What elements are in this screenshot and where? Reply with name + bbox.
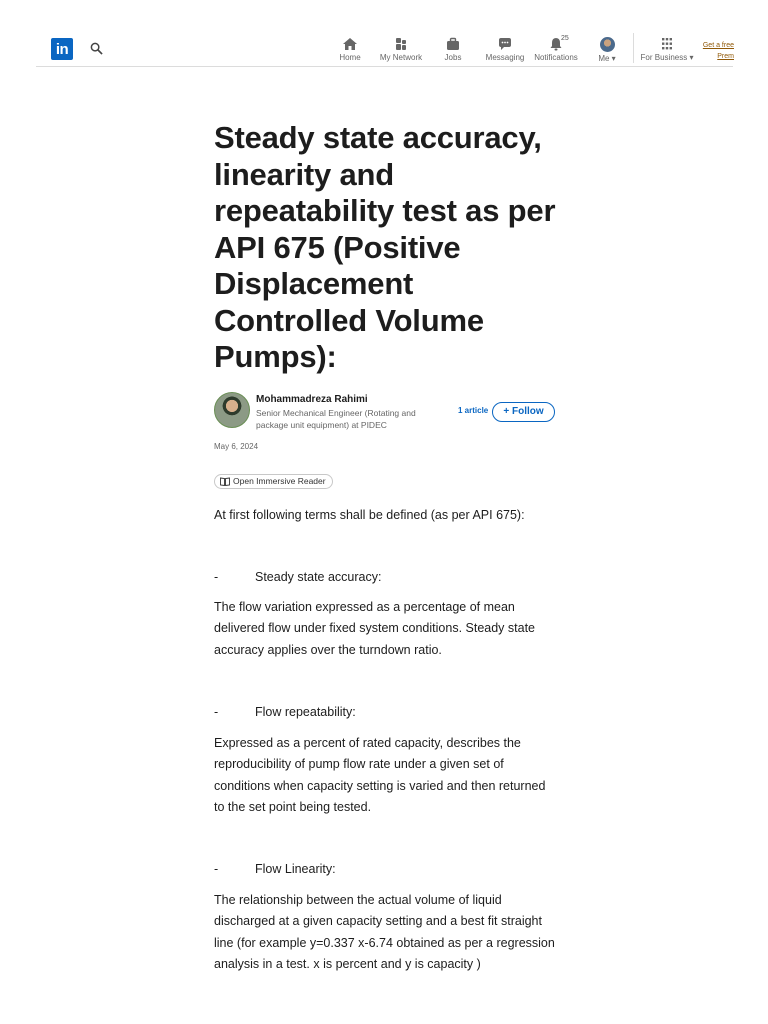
notifications-badge: 25: [561, 35, 569, 42]
nav-for-business-label: For Business: [640, 53, 688, 62]
premium-promo-link[interactable]: [700, 40, 734, 62]
nav-notifications[interactable]: [533, 37, 579, 65]
follow-button[interactable]: + Follow: [492, 402, 555, 422]
search-icon[interactable]: [90, 42, 103, 55]
immersive-reader-button[interactable]: [214, 474, 333, 489]
bullet-dash: -: [214, 570, 219, 584]
nav-divider: [633, 33, 634, 63]
nav-jobs-label: Jobs: [444, 53, 462, 62]
term-definition: Expressed as a percent of rated capacity, describes the reproducibility of pump flow rate under a given set of conditions when capacity setting is varied and then returned to the set point being tested.: [214, 736, 546, 814]
term-label: Flow Linearity:: [255, 862, 336, 876]
bullet-dash: -: [214, 862, 219, 876]
term-label: Flow repeatability:: [255, 705, 356, 719]
linkedin-logo[interactable]: in: [51, 38, 73, 60]
term-heading: [214, 862, 336, 876]
author-headline: Senior Mechanical Engineer (Rotating and package unit equipment) at PIDEC: [256, 408, 416, 430]
bullet-dash: -: [214, 705, 219, 719]
nav-messaging[interactable]: [484, 37, 526, 65]
nav-for-business[interactable]: [639, 37, 695, 65]
promo-line-2: Prem: [717, 53, 734, 60]
term-label: Steady state accuracy:: [255, 570, 382, 584]
me-avatar: [600, 37, 615, 52]
term-heading: [214, 705, 356, 719]
network-icon: [393, 37, 409, 51]
term-heading: [214, 570, 381, 584]
nav-me-label: Me: [598, 54, 610, 63]
article-title: Steady state accuracy, linearity and repeatability test as per API 675 (Positive Displacement Controlled Volume Pumps):: [214, 120, 556, 374]
nav-home-label: Home: [339, 53, 361, 62]
term-definition: The flow variation expressed as a percentage of mean delivered flow under fixed system conditions. Steady state accuracy applies over the turndown ratio.: [214, 600, 536, 657]
home-icon: [342, 37, 358, 51]
nav-me-label-wrap: [594, 54, 620, 63]
book-icon: [220, 477, 230, 486]
nav-messaging-label: Messaging: [485, 53, 525, 62]
grid-icon: [659, 37, 675, 51]
caret-down-icon: ▾: [611, 54, 616, 63]
immersive-reader-label: Open Immersive Reader: [233, 476, 326, 486]
nav-business-label-wrap: [639, 53, 695, 62]
briefcase-icon: [445, 37, 461, 51]
caret-down-icon: ▾: [689, 53, 694, 62]
author-name[interactable]: Mohammadreza Rahimi: [256, 394, 368, 405]
nav-my-network[interactable]: [378, 37, 424, 65]
author-article-count[interactable]: 1 article: [458, 406, 489, 415]
top-nav: [36, 28, 733, 67]
nav-me[interactable]: [594, 37, 620, 65]
messaging-icon: [497, 37, 513, 51]
nav-jobs[interactable]: [441, 37, 465, 65]
nav-my-network-label: My Network: [379, 53, 423, 62]
publish-date: May 6, 2024: [214, 442, 259, 451]
author-avatar[interactable]: [214, 392, 250, 428]
nav-home[interactable]: [336, 37, 364, 65]
intro-paragraph: At first following terms shall be defined (as per API 675):: [214, 508, 525, 522]
nav-notifications-label: Notifications: [534, 53, 578, 62]
term-definition: The relationship between the actual volume of liquid discharged at a given capacity setting and a best fit straight line (for example y=0.337 x-6.74 obtained as per a regression analysis in a test. x is percent and y is capacity ): [214, 893, 555, 971]
promo-line-1: Get a free: [702, 42, 734, 49]
